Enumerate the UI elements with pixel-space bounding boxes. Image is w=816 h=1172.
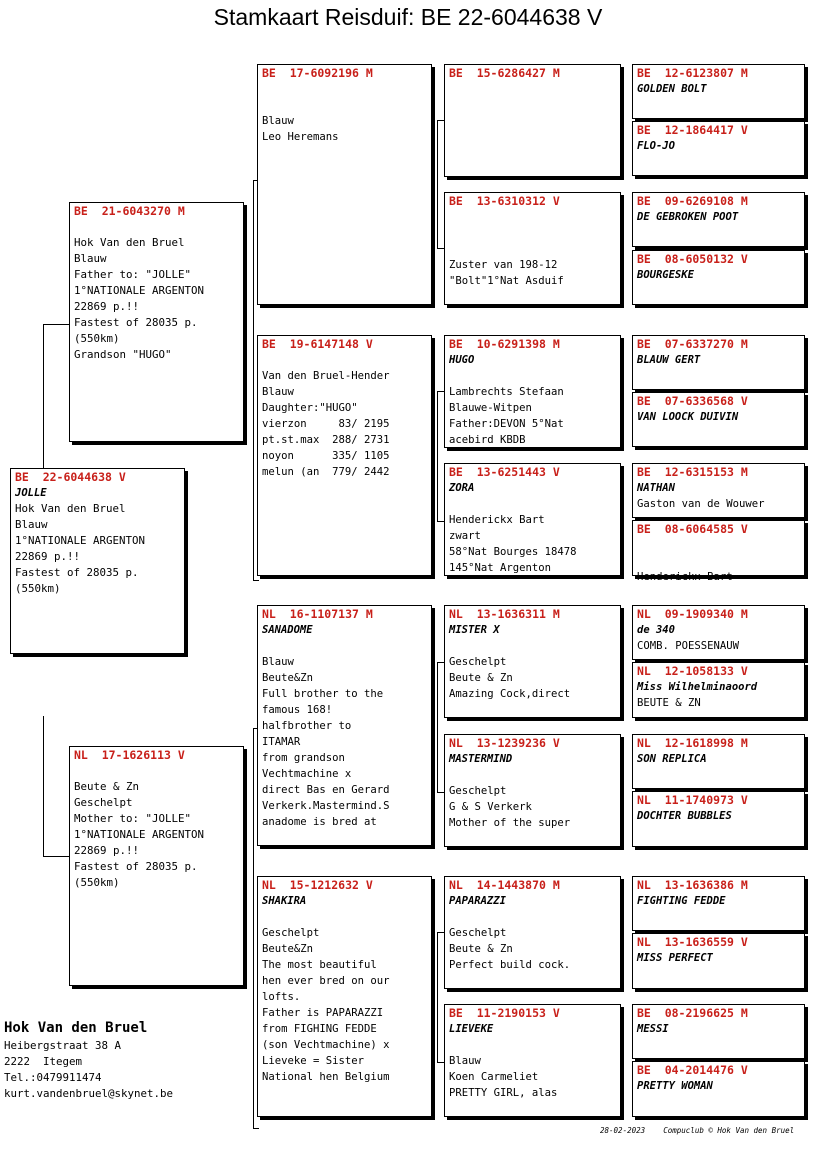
pigeon-card-ggp	[444, 605, 621, 718]
pigeon-info-line: Grandson "HUGO"	[74, 348, 172, 361]
pigeon-card-ggp	[444, 335, 621, 448]
pigeon-name: LIEVEKE	[449, 1023, 494, 1035]
pigeon-name: MESSI	[637, 1023, 669, 1035]
ring-number: NL 17-1626113 V	[74, 748, 185, 762]
pigeon-card-gggp	[632, 1004, 805, 1059]
pigeon-info-line: COMB. POESSENAUW	[637, 640, 740, 652]
pigeon-info-line: Mother of the super	[449, 817, 571, 829]
pigeon-name: SANADOME	[262, 624, 313, 636]
pigeon-info-line: Blauwe-Witpen	[449, 402, 532, 414]
pigeon-name: BOURGESKE	[637, 269, 694, 281]
pigeon-info-line: lofts.	[262, 991, 301, 1003]
spacer	[262, 638, 427, 654]
ring-number: NL 14-1443870 M	[449, 878, 560, 892]
connector-line	[43, 324, 71, 325]
pigeon-name	[637, 537, 800, 553]
ring-number: NL 11-1740973 V	[637, 793, 748, 807]
pigeon-card-ggp	[444, 734, 621, 847]
pigeon-info-line: Hok Van den Bruel	[15, 502, 126, 515]
connector-line	[437, 391, 444, 392]
pigeon-info-line: noyon 335/ 1105	[262, 450, 390, 462]
pigeon-name: MISTER X	[449, 624, 500, 636]
pigeon-info-line: PRETTY GIRL, alas	[449, 1087, 558, 1099]
connector-line	[253, 728, 254, 1128]
spacer	[449, 909, 616, 925]
ring-number: BE 12-6123807 M	[637, 66, 748, 80]
pigeon-card-gggp	[632, 605, 805, 660]
pigeon-card-gggp	[632, 791, 805, 847]
spacer	[449, 368, 616, 384]
pigeon-card-ggp	[444, 192, 621, 305]
pigeon-info-line: Henderickx Bart	[449, 514, 545, 526]
pigeon-info-line: Full brother to the	[262, 688, 384, 700]
spacer	[449, 638, 616, 654]
spacer	[262, 97, 427, 113]
pigeon-info-line: (550km)	[15, 582, 61, 595]
pigeon-name: MASTERMIND	[449, 753, 513, 765]
spacer	[449, 241, 616, 257]
ring-number: BE 04-2014476 V	[637, 1063, 748, 1077]
pigeon-info-line: Lieveke = Sister	[262, 1055, 365, 1067]
connector-line	[437, 932, 444, 933]
connector-line	[43, 324, 44, 469]
ring-number: NL 12-1618998 M	[637, 736, 748, 750]
spacer	[449, 225, 616, 241]
pigeon-name: GOLDEN BOLT	[637, 83, 707, 95]
pigeon-info-line: 58°Nat Bourges 18478	[449, 546, 577, 558]
ring-number: BE 08-6050132 V	[637, 252, 748, 266]
spacer	[449, 767, 616, 783]
spacer	[637, 553, 800, 569]
pigeon-card-gggp	[632, 392, 805, 447]
connector-line	[253, 1128, 259, 1129]
pigeon-info-line: Beute & Zn	[74, 780, 140, 793]
pigeon-name: JOLLE	[15, 487, 47, 499]
ring-number: BE 21-6043270 M	[74, 204, 185, 218]
pigeon-info-line: 22869 p.!!	[15, 550, 81, 563]
pigeon-name	[74, 763, 239, 779]
pigeon-info-line: famous 168!	[262, 704, 333, 716]
connector-line	[437, 391, 438, 521]
pigeon-card-gggp	[632, 250, 805, 305]
pigeon-info-line: (550km)	[74, 876, 120, 889]
connector-line	[437, 662, 444, 663]
pigeon-info-line: 22869 p.!!	[74, 844, 140, 857]
pigeon-name: ZORA	[449, 482, 475, 494]
pigeon-info-line: melun (an 779/ 2442	[262, 466, 390, 478]
pigeon-info-line: Beute&Zn	[262, 672, 314, 684]
pigeon-info-line: Perfect build cock.	[449, 959, 571, 971]
ring-number: BE 15-6286427 M	[449, 66, 560, 80]
pigeon-info-line: G & S Verkerk	[449, 801, 532, 813]
pigeon-name: FIGHTING FEDDE	[637, 895, 726, 907]
pigeon-info-line: Zuster van 198-12	[449, 259, 558, 271]
pigeon-info-line: Vechtmachine x	[262, 768, 352, 780]
pigeon-info-line: Geschelpt	[449, 927, 507, 939]
pigeon-card-gggp	[632, 64, 805, 119]
pigeon-info-line: Geschelpt	[74, 796, 133, 809]
pigeon-info-line: Blauw	[15, 518, 48, 531]
connector-line	[437, 662, 438, 792]
pigeon-card-gggp	[632, 121, 805, 176]
pigeon-info-line: 1°NATIONALE ARGENTON	[74, 284, 205, 297]
pigeon-name	[262, 81, 427, 97]
pigeon-info-line: Amazing Cock,direct	[449, 688, 571, 700]
pigeon-info-line: from FIGHING FEDDE	[262, 1023, 377, 1035]
connector-line	[43, 716, 44, 856]
owner-city: 2222 Itegem	[4, 1055, 83, 1068]
pigeon-info-line: "Bolt"1°Nat Asduif	[449, 275, 564, 287]
ring-number: NL 12-1058133 V	[637, 664, 748, 678]
ring-number: BE 10-6291398 M	[449, 337, 560, 351]
pigeon-info-line: Beute & Zn	[449, 943, 513, 955]
owner-email: kurt.vandenbruel@skynet.be	[4, 1087, 174, 1100]
pigeon-info-line: Verkerk.Mastermind.S	[262, 800, 390, 812]
pigeon-card-ggp	[444, 64, 621, 177]
pigeon-name: MISS PERFECT	[637, 952, 713, 964]
pigeon-info-line: Fastest of 28035 p.	[74, 316, 198, 329]
ring-number: NL 13-1636386 M	[637, 878, 748, 892]
pigeon-info-line: Henderickx Bart	[637, 571, 733, 583]
ring-number: BE 08-6064585 V	[637, 522, 748, 536]
spacer	[262, 909, 427, 925]
pigeon-info-line: Mother to: "JOLLE"	[74, 812, 192, 825]
pigeon-card-grandparent	[257, 876, 432, 1117]
pigeon-name: SON REPLICA	[637, 753, 707, 765]
pigeon-info-line: Father is PAPARAZZI	[262, 1007, 384, 1019]
footer-credit: 28-02-2023 Compuclub © Hok Van den Bruel	[600, 1126, 795, 1135]
ring-number: BE 17-6092196 M	[262, 66, 373, 80]
pigeon-name: HUGO	[449, 354, 475, 366]
pigeon-name: Miss Wilhelminaoord	[637, 681, 758, 693]
pigeon-info-line: anadome is bred at	[262, 816, 377, 828]
pigeon-info-line: hen ever bred on our	[262, 975, 390, 987]
ring-number: BE 13-6310312 V	[449, 194, 560, 208]
pigeon-card-gggp	[632, 463, 805, 518]
ring-number: BE 07-6337270 M	[637, 337, 748, 351]
pigeon-info-line: Father:DEVON 5°Nat	[449, 418, 564, 430]
ring-number: BE 09-6269108 M	[637, 194, 748, 208]
pigeon-card-father	[69, 202, 244, 442]
pigeon-card-mother	[69, 746, 244, 986]
pigeon-info-line: Van den Bruel-Hender	[262, 370, 390, 382]
pigeon-name: DE GEBROKEN POOT	[637, 211, 739, 223]
pigeon-info-line: National hen Belgium	[262, 1071, 390, 1083]
pigeon-card-ggp	[444, 876, 621, 989]
pigeon-name: PRETTY WOMAN	[637, 1080, 713, 1092]
connector-line	[253, 180, 254, 580]
pigeon-info-line: ITAMAR	[262, 736, 301, 748]
pigeon-info-line: BEUTE & ZN	[637, 697, 701, 709]
pigeon-info-line: Geschelpt	[449, 785, 507, 797]
pigeon-card-gggp	[632, 933, 805, 989]
owner-name: Hok Van den Bruel	[4, 1020, 148, 1036]
ring-number: BE 08-2196625 M	[637, 1006, 748, 1020]
pigeon-info-line: Beute & Zn	[449, 672, 513, 684]
pigeon-info-line: Daughter:"HUGO"	[262, 402, 358, 414]
pigeon-info-line: Blauw	[262, 656, 294, 668]
pigeon-name: SHAKIRA	[262, 895, 307, 907]
pigeon-name	[449, 209, 616, 225]
pigeon-name: BLAUW GERT	[637, 354, 701, 366]
pigeon-card-grandparent	[257, 64, 432, 305]
owner-phone: Tel.:0479911474	[4, 1071, 102, 1084]
pigeon-info-line: (son Vechtmachine) x	[262, 1039, 390, 1051]
pigeon-info-line: 1°NATIONALE ARGENTON	[74, 828, 205, 841]
pigeon-info-line: Geschelpt	[262, 927, 320, 939]
pigeon-info-line: 145°Nat Argenton	[449, 562, 552, 574]
pigeon-card-ggp	[444, 463, 621, 576]
connector-line	[437, 792, 444, 793]
pigeon-name: NATHAN	[637, 482, 675, 494]
pigeon-card-gggp	[632, 520, 805, 583]
connector-line	[437, 932, 438, 1062]
pigeon-info-line: Beute&Zn	[262, 943, 314, 955]
pigeon-info-line: Geschelpt	[449, 656, 507, 668]
pigeon-name: VAN LOOCK DUIVIN	[637, 411, 739, 423]
ring-number: NL 13-1636559 V	[637, 935, 748, 949]
ring-number: NL 16-1107137 M	[262, 607, 373, 621]
ring-number: BE 22-6044638 V	[15, 470, 126, 484]
pigeon-info-line: zwart	[449, 530, 481, 542]
pigeon-info-line: Gaston van de Wouwer	[637, 498, 765, 510]
pigeon-info-line: pt.st.max 288/ 2731	[262, 434, 390, 446]
ring-number: NL 13-1239236 V	[449, 736, 560, 750]
pigeon-info-line: 1°NATIONALE ARGENTON	[15, 534, 146, 547]
pigeon-info-line: 22869 p.!!	[74, 300, 140, 313]
connector-line	[437, 120, 444, 121]
ring-number: BE 11-2190153 V	[449, 1006, 560, 1020]
pigeon-info-line: Koen Carmeliet	[449, 1071, 539, 1083]
pigeon-info-line: Fastest of 28035 p.	[74, 860, 198, 873]
ring-number: BE 12-6315153 M	[637, 465, 748, 479]
pigeon-card-ggp	[444, 1004, 621, 1117]
ring-number: BE 07-6336568 V	[637, 394, 748, 408]
pigeon-info-line: Lambrechts Stefaan	[449, 386, 564, 398]
pigeon-info-line: direct Bas en Gerard	[262, 784, 390, 796]
ring-number: BE 12-1864417 V	[637, 123, 748, 137]
owner-address: Heibergstraat 38 A	[4, 1039, 122, 1052]
pigeon-name: FLO-JO	[637, 140, 675, 152]
connector-line	[437, 248, 444, 249]
pigeon-info-line: Father to: "JOLLE"	[74, 268, 192, 281]
connector-line	[253, 580, 259, 581]
pigeon-info-line: Fastest of 28035 p.	[15, 566, 139, 579]
pigeon-name	[449, 81, 616, 97]
pigeon-card-main	[10, 468, 185, 654]
spacer	[449, 496, 616, 512]
pigeon-info-line: Blauw	[262, 386, 294, 398]
pigeon-info-line: from grandson	[262, 752, 345, 764]
pigeon-name: DOCHTER BUBBLES	[637, 810, 732, 822]
page-title: Stamkaart Reisduif: BE 22-6044638 V	[213, 4, 603, 30]
pigeon-card-grandparent	[257, 335, 432, 576]
pigeon-name	[74, 219, 239, 235]
pigeon-info-line: Blauw	[449, 1055, 481, 1067]
pigeon-card-gggp	[632, 876, 805, 931]
connector-line	[43, 856, 71, 857]
ring-number: BE 19-6147148 V	[262, 337, 373, 351]
owner-info	[4, 1018, 173, 1102]
pigeon-name: de 340	[637, 624, 675, 636]
pigeon-name	[262, 352, 427, 368]
pigeon-card-grandparent	[257, 605, 432, 846]
ring-number: NL 13-1636311 M	[449, 607, 560, 621]
pigeon-card-gggp	[632, 192, 805, 247]
pigeon-info-line: The most beautiful	[262, 959, 377, 971]
pigeon-card-gggp	[632, 734, 805, 789]
pigeon-info-line: Leo Heremans	[262, 131, 339, 143]
pigeon-card-gggp	[632, 1061, 805, 1117]
pigeon-info-line: Hok Van den Bruel	[74, 236, 185, 249]
ring-number: NL 09-1909340 M	[637, 607, 748, 621]
pigeon-info-line: halfbrother to	[262, 720, 352, 732]
ring-number: BE 13-6251443 V	[449, 465, 560, 479]
pigeon-info-line: Blauw	[74, 252, 107, 265]
pigeon-info-line: (550km)	[74, 332, 120, 345]
pigeon-card-gggp	[632, 662, 805, 718]
connector-line	[437, 521, 444, 522]
pigeon-info-line: Blauw	[262, 115, 294, 127]
spacer	[449, 1037, 616, 1053]
pigeon-info-line: vierzon 83/ 2195	[262, 418, 390, 430]
connector-line	[437, 1062, 444, 1063]
connector-line	[437, 120, 438, 248]
ring-number: NL 15-1212632 V	[262, 878, 373, 892]
pigeon-name: PAPARAZZI	[449, 895, 506, 907]
pigeon-card-gggp	[632, 335, 805, 390]
pigeon-info-line: acebird KBDB	[449, 434, 526, 446]
